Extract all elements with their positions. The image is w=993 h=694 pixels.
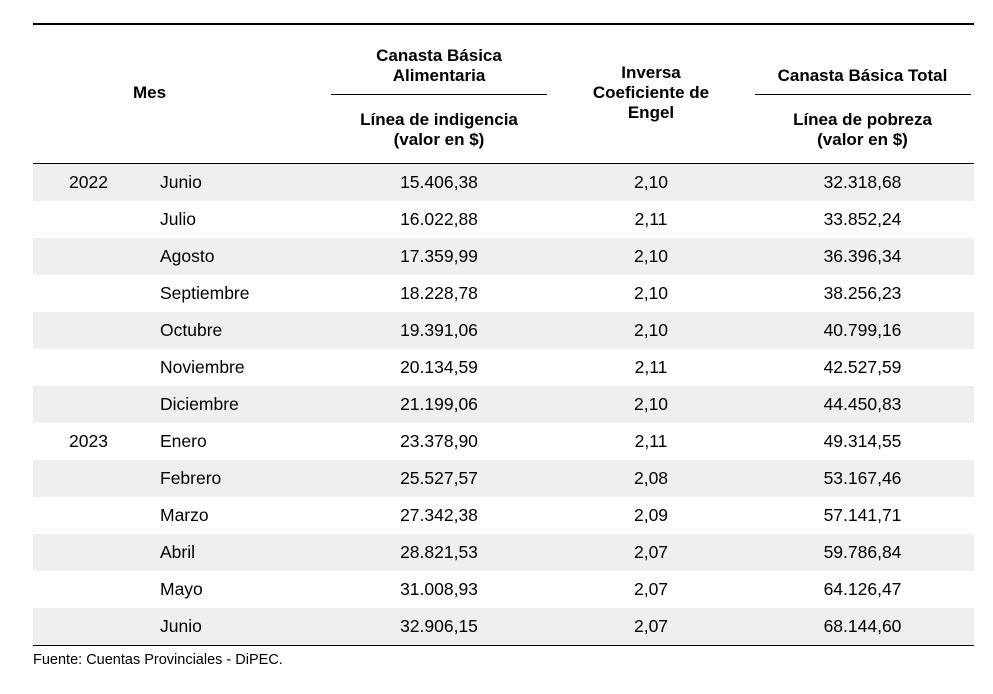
cbt-value-cell: 53.167,46 xyxy=(751,460,974,497)
year-header xyxy=(33,24,133,164)
engel-value-cell: 2,11 xyxy=(634,357,668,377)
month-cell: Junio xyxy=(133,608,327,646)
engel-value-cell: 2,07 xyxy=(633,579,669,599)
year-cell xyxy=(33,534,133,571)
cbt-sub-label: Línea de pobreza (valor en $) xyxy=(793,110,932,149)
cbt-value-cell: 49.314,55 xyxy=(823,431,902,451)
table-row xyxy=(33,534,974,571)
cba-value-cell: 18.228,78 xyxy=(400,283,478,303)
month-cell: Julio xyxy=(160,209,196,229)
year-cell: 2023 xyxy=(69,431,108,451)
table-row xyxy=(33,497,974,534)
cbt-value-cell: 36.396,34 xyxy=(751,238,974,275)
month-cell: Junio xyxy=(133,164,327,202)
cbt-group-header xyxy=(751,24,974,97)
table-body xyxy=(33,164,974,646)
cbt-header-divider xyxy=(755,94,971,95)
cbt-value-cell: 42.527,59 xyxy=(823,357,902,377)
month-cell: Enero xyxy=(160,431,207,451)
cba-value-cell: 21.199,06 xyxy=(327,386,551,423)
month-cell: Diciembre xyxy=(133,386,327,423)
month-cell: Octubre xyxy=(133,312,327,349)
cba-group-header xyxy=(327,24,551,97)
cba-value-cell: 20.134,59 xyxy=(400,357,478,377)
table-row xyxy=(33,608,974,646)
mes-header: Mes xyxy=(133,24,327,164)
cbt-value-cell: 40.799,16 xyxy=(751,312,974,349)
cbt-value-cell: 44.450,83 xyxy=(751,386,974,423)
cba-header-divider xyxy=(331,94,547,95)
cba-value-cell: 28.821,53 xyxy=(327,534,551,571)
cba-value-cell: 17.359,99 xyxy=(327,238,551,275)
table-row xyxy=(33,423,974,460)
year-cell xyxy=(33,460,133,497)
engel-header-label: Inversa Coeficiente de Engel xyxy=(592,63,710,122)
table-row xyxy=(33,312,974,349)
cba-value-cell: 19.391,06 xyxy=(327,312,551,349)
table-row xyxy=(33,349,974,386)
cba-value-cell: 32.906,15 xyxy=(327,608,551,646)
engel-header xyxy=(551,24,751,164)
table-row xyxy=(33,275,974,312)
month-cell: Marzo xyxy=(160,505,209,525)
year-cell xyxy=(33,497,133,534)
table-header xyxy=(33,24,974,164)
engel-value-cell: 2,07 xyxy=(551,534,751,571)
year-cell: 2022 xyxy=(33,164,133,202)
cbt-value-cell: 32.318,68 xyxy=(751,164,974,202)
cba-value-cell: 23.378,90 xyxy=(400,431,478,451)
year-cell xyxy=(33,571,133,608)
month-cell: Abril xyxy=(133,534,327,571)
month-cell: Agosto xyxy=(133,238,327,275)
cba-sub-header xyxy=(327,97,551,164)
month-cell: Febrero xyxy=(133,460,327,497)
table-row xyxy=(33,164,974,202)
source-note: Fuente: Cuentas Provinciales - DiPEC. xyxy=(33,652,283,668)
engel-value-cell: 2,10 xyxy=(551,238,751,275)
cbt-value-cell: 64.126,47 xyxy=(823,579,902,599)
cbt-value-cell: 38.256,23 xyxy=(823,283,902,303)
engel-value-cell: 2,08 xyxy=(551,460,751,497)
engel-value-cell: 2,10 xyxy=(551,312,751,349)
month-cell: Mayo xyxy=(160,579,203,599)
cba-value-cell: 27.342,38 xyxy=(400,505,478,525)
table-row xyxy=(33,386,974,423)
year-cell xyxy=(33,349,133,386)
cbt-sub-header xyxy=(751,97,974,164)
cba-cbt-table xyxy=(33,23,974,646)
engel-value-cell: 2,11 xyxy=(634,209,668,229)
month-cell: Septiembre xyxy=(160,283,250,303)
table-row xyxy=(33,460,974,497)
cbt-value-cell: 68.144,60 xyxy=(751,608,974,646)
cba-value-cell: 15.406,38 xyxy=(327,164,551,202)
table-row xyxy=(33,238,974,275)
engel-value-cell: 2,10 xyxy=(551,386,751,423)
engel-value-cell: 2,10 xyxy=(633,283,669,303)
cba-value-cell: 25.527,57 xyxy=(327,460,551,497)
year-cell xyxy=(33,386,133,423)
cbt-group-label: Canasta Básica Total xyxy=(777,66,948,85)
year-cell xyxy=(33,201,133,238)
engel-value-cell: 2,10 xyxy=(551,164,751,202)
cba-cbt-table-container xyxy=(33,23,974,646)
year-cell xyxy=(33,275,133,312)
year-cell xyxy=(33,238,133,275)
cbt-value-cell: 33.852,24 xyxy=(823,209,902,229)
engel-value-cell: 2,11 xyxy=(634,431,668,451)
year-cell xyxy=(33,608,133,646)
month-cell: Noviembre xyxy=(160,357,245,377)
cba-value-cell: 31.008,93 xyxy=(400,579,478,599)
cbt-value-cell: 59.786,84 xyxy=(751,534,974,571)
engel-value-cell: 2,09 xyxy=(633,505,669,525)
cba-sub-label: Línea de indigencia (valor en $) xyxy=(360,110,518,149)
table-row xyxy=(33,201,974,238)
cbt-value-cell: 57.141,71 xyxy=(823,505,902,525)
engel-value-cell: 2,07 xyxy=(551,608,751,646)
table-row xyxy=(33,571,974,608)
cba-value-cell: 16.022,88 xyxy=(400,209,478,229)
year-cell xyxy=(33,312,133,349)
cba-group-label: Canasta Básica Alimentaria xyxy=(376,46,502,85)
